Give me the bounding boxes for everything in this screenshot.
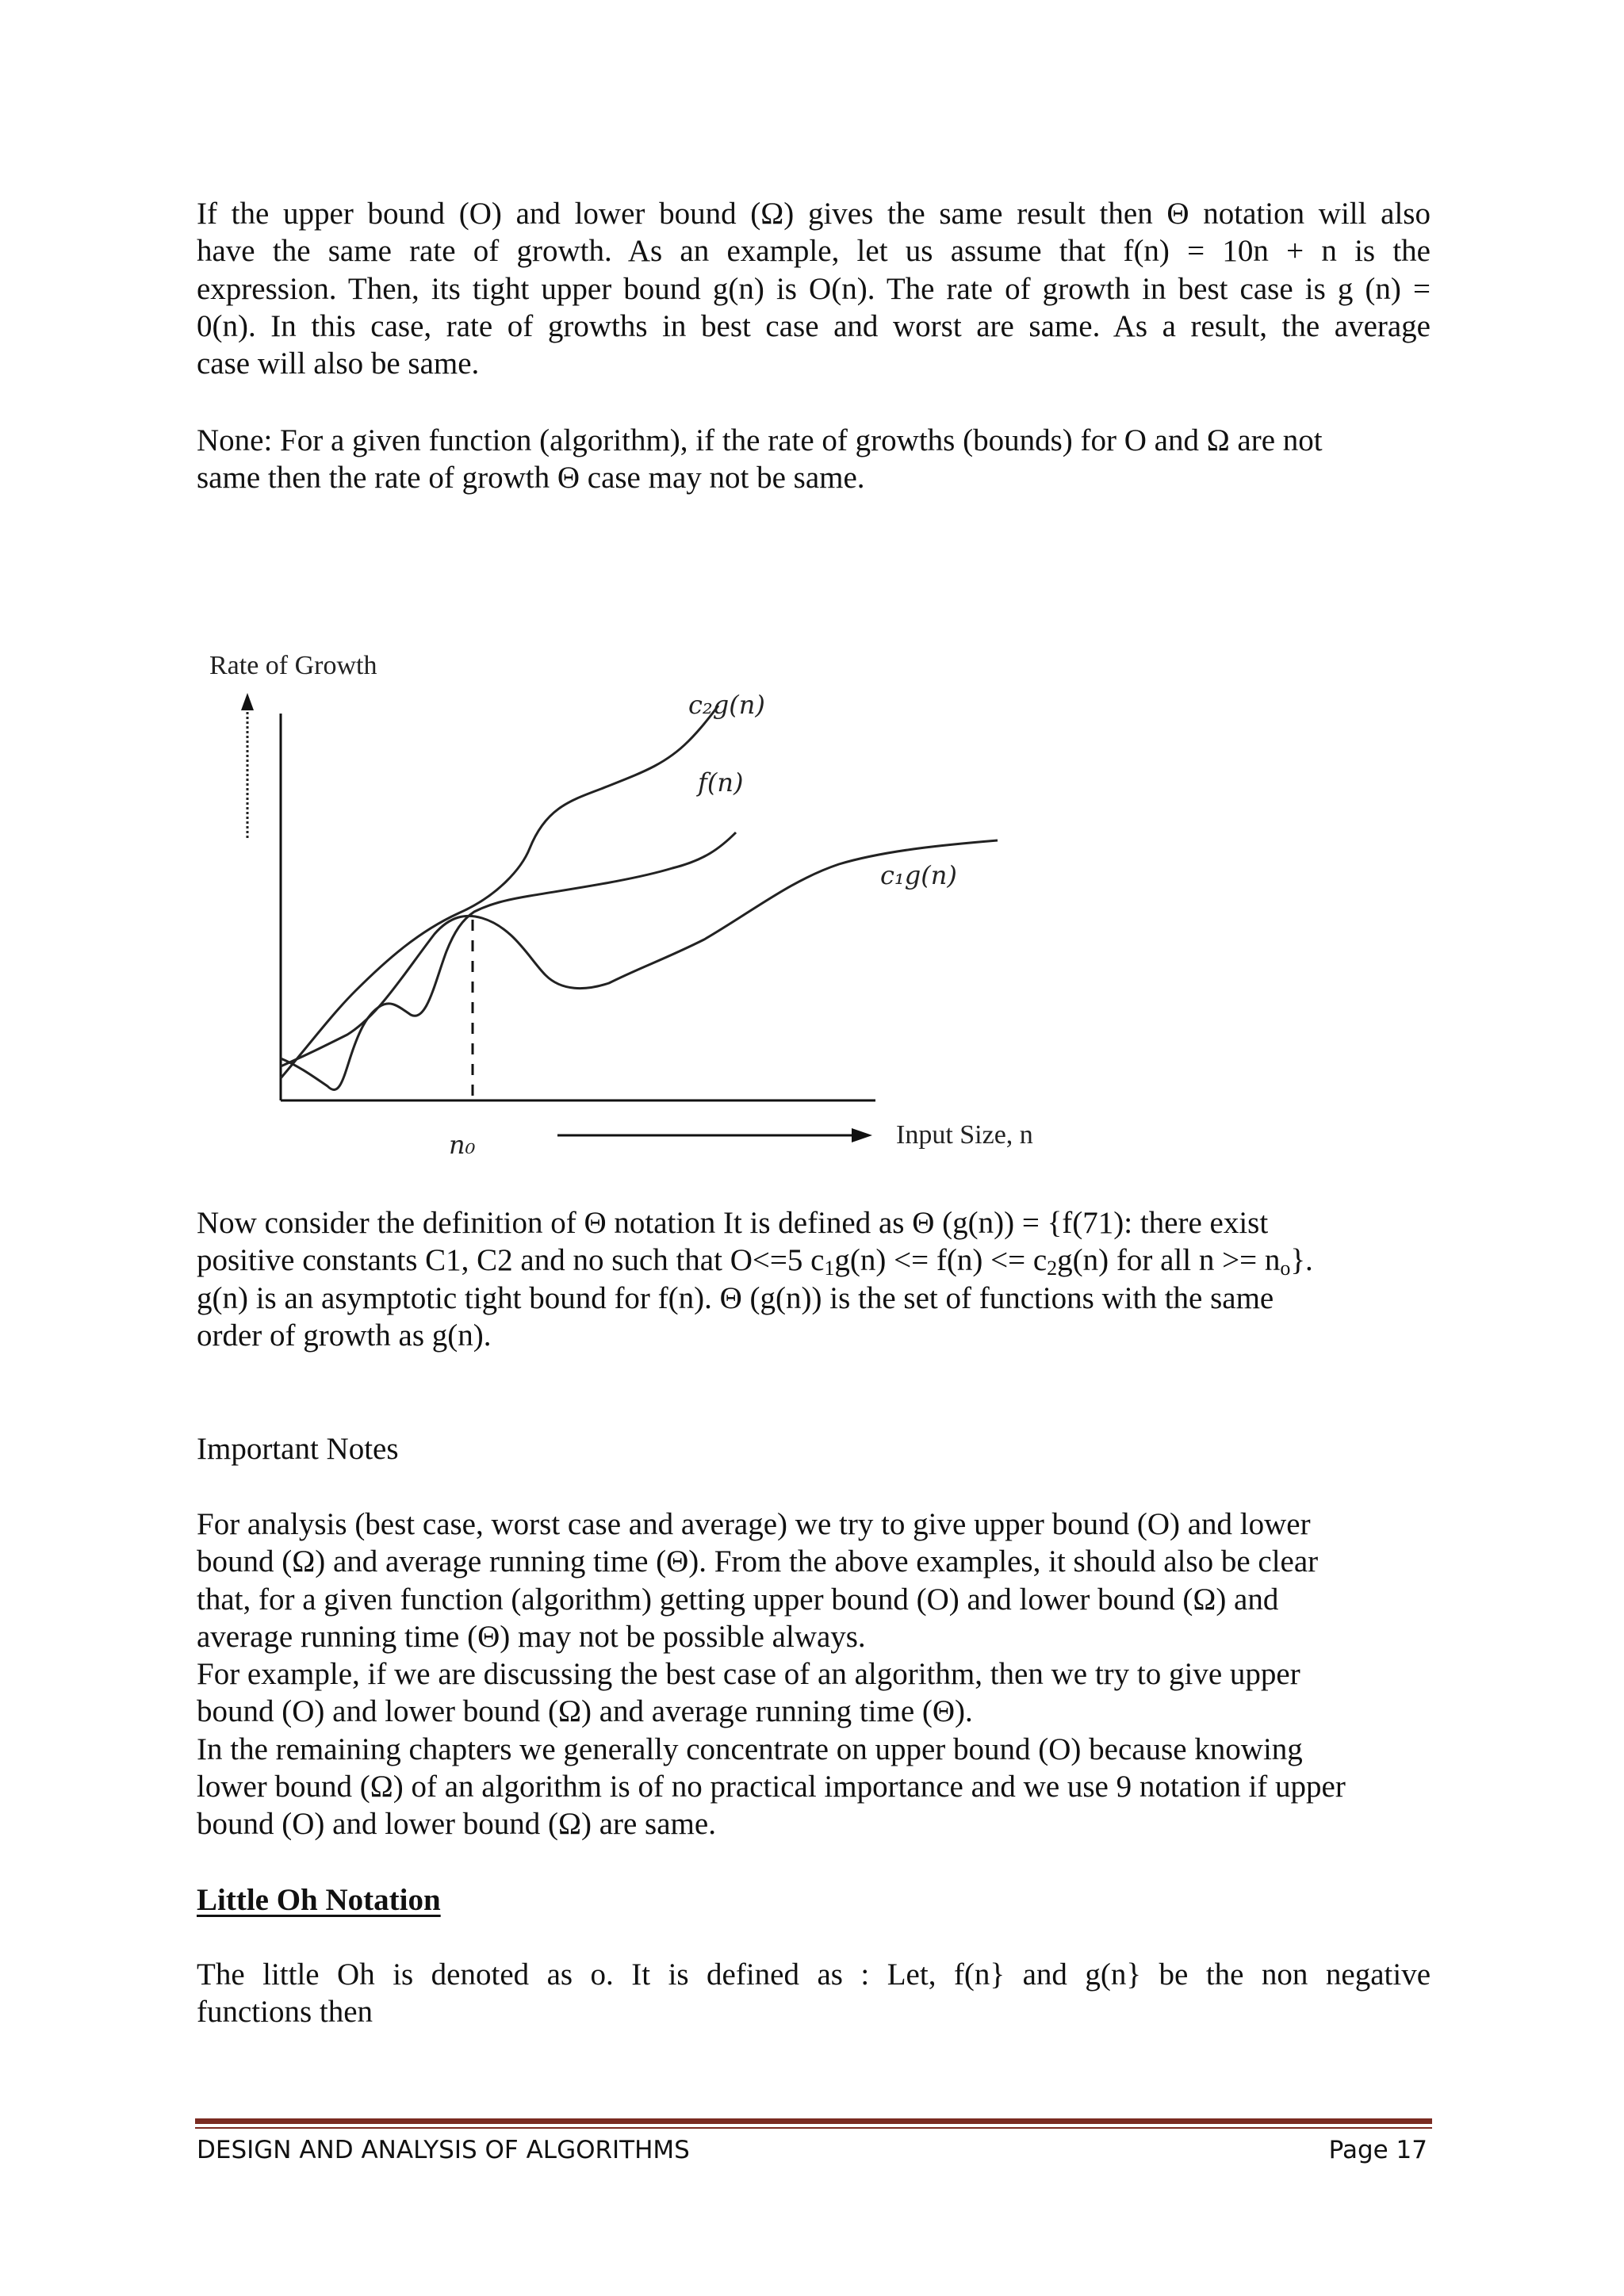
theta-growth-figure [197,634,1077,1181]
footer-rule-thick [195,2118,1432,2124]
f-label: f(n) [698,767,744,798]
paragraph-important-notes [197,1506,1431,1843]
text-line: lower bound (Ω) of an algorithm is of no practical importance and we use 9 notation if upper [197,1770,1346,1804]
text-line: expression. Then, its tight upper bound g(n) is O(n). The rate of growth in best case is g (n) = [197,271,1431,306]
paragraph-note-bounds [197,422,1431,497]
notes-heading: Important Notes [197,1432,399,1466]
text-line: If the upper bound (O) and lower bound (Ω) gives the same result then Θ notation will also [197,197,1431,231]
c1g-label: c₁g(n) [880,860,957,890]
text-line: average running time (Θ) may not be possible always. [197,1619,866,1654]
y-direction-arrowhead [241,693,254,710]
text-line: have the same rate of growth. As an example, let us assume that f(n) = 10n + n is the [197,234,1431,269]
f-curve [281,832,736,1089]
text-line: In the remaining chapters we generally concentrate on upper bound (O) because knowing [197,1732,1303,1766]
text-line: same then the rate of growth Θ case may not be same. [197,461,865,496]
footer-page-number: Page 17 [1328,2136,1427,2164]
x-direction-arrowhead [852,1128,872,1142]
c2g-curve [281,706,718,1078]
x-axis-label: Input Size, n [896,1120,1033,1150]
paragraph-theta-definition [197,1204,1431,1354]
text-line: None: For a given function (algorithm), if the rate of growths (bounds) for O and Ω are not [197,423,1323,457]
text-line: The little Oh is denoted as o. It is defined as : Let, f(n} and g(n} be the non negative [197,1957,1431,1992]
paragraph-theta-growth [197,195,1431,382]
text-line: functions then [197,1995,373,2030]
text-line: For example, if we are discussing the best case of an algorithm, then we try to give upper [197,1657,1300,1692]
text-line: For analysis (best case, worst case and average) we try to give upper bound (O) and lower [197,1507,1311,1541]
n0-label: n₀ [449,1130,476,1160]
text-line: order of growth as g(n). [197,1318,492,1353]
c2g-label: c₂g(n) [688,690,765,720]
text-line: 0(n). In this case, rate of growths in best case and worst are same. As a result, the average [197,308,1431,343]
paragraph-little-oh [197,1956,1431,2031]
text-line: bound (Ω) and average running time (Θ). From the above examples, it should also be clear [197,1544,1319,1579]
section-heading-little-oh: Little Oh Notation [197,1883,441,1917]
footer-title: DESIGN AND ANALYSIS OF ALGORITHMS [197,2136,690,2164]
text-line: Now consider the definition of Θ notation It is defined as Θ (g(n)) = {f(71): there exist [197,1206,1269,1240]
text-line: bound (O) and lower bound (Ω) and average running time (Θ). [197,1694,973,1729]
footer-rule-thin [195,2127,1432,2129]
text-line: positive constants C1, C2 and no such that O<=5 $c_1g(n) <= f(n) <= c_2g(n)$ for all $n >= n_o$}. [197,1243,1313,1280]
text-line: g(n) is an asymptotic tight bound for f(n). Θ (g(n)) is the set of functions with the same [197,1280,1274,1315]
y-axis-label: Rate of Growth [209,651,377,680]
text-line: bound (O) and lower bound (Ω) are same. [197,1807,716,1842]
text-line: case will also be same. [197,346,480,381]
text-line: that, for a given function (algorithm) getting upper bound (O) and lower bound (Ω) and [197,1582,1279,1617]
